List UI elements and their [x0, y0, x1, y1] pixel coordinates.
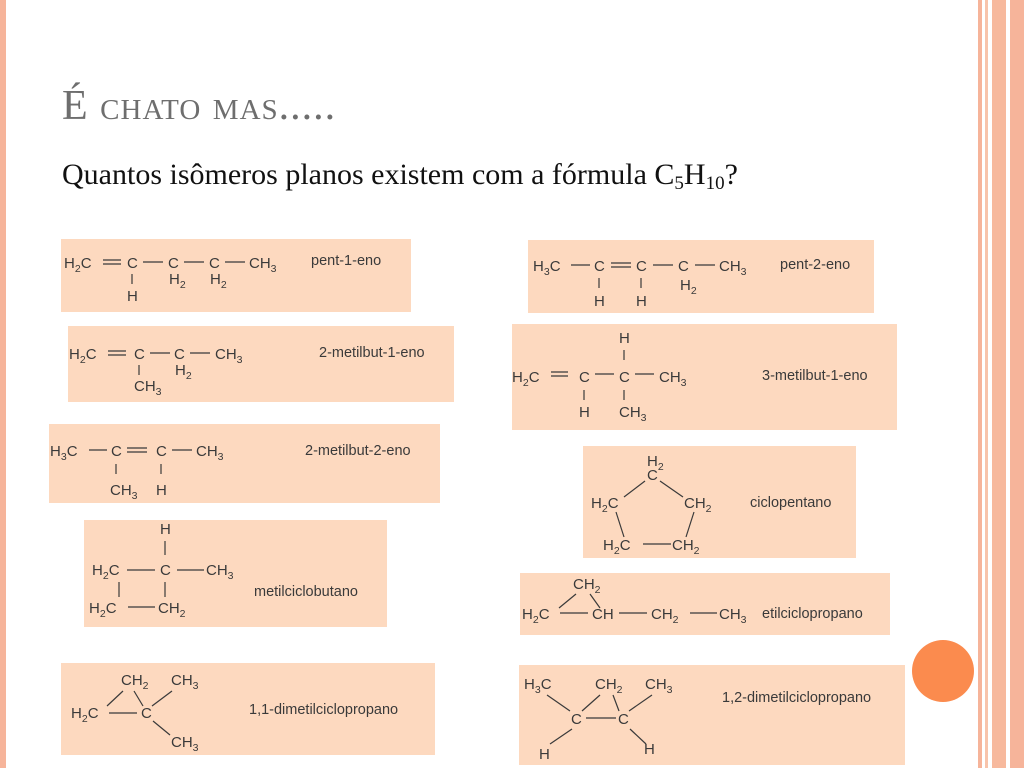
svg-text:CH3: $CH_3$ — [171, 672, 199, 692]
svg-text:H: H — [127, 288, 138, 305]
svg-text:H: H — [636, 293, 647, 310]
svg-text:H2: $H_2$ — [169, 271, 186, 291]
isomer-card-pent-1-eno — [61, 239, 411, 312]
svg-text:C: C — [619, 369, 630, 386]
isomer-card-etilciclopropano — [520, 573, 890, 635]
frame-right-stripe-3 — [992, 0, 1006, 768]
svg-text:C: C — [647, 467, 658, 484]
svg-text:H: H — [579, 404, 590, 421]
svg-text:C: C — [168, 255, 179, 272]
isomer-card-ciclopentano — [583, 446, 856, 558]
question-h: H — [683, 158, 706, 191]
svg-text:H: H — [539, 746, 550, 763]
isomer-name: ciclopentano — [750, 495, 832, 511]
isomer-name: 2-metilbut-1-eno — [319, 345, 425, 361]
svg-text:H3C: $H_3C$ — [50, 443, 78, 463]
svg-text:H: H — [644, 741, 655, 758]
svg-text:CH3: $CH_3$ — [249, 255, 277, 275]
question-text — [62, 158, 738, 192]
structure-2-metilbut-1-eno — [68, 326, 454, 402]
svg-text:C: C — [594, 258, 605, 275]
structure-etilciclopropano — [520, 573, 890, 635]
isomer-name: pent-2-eno — [780, 257, 851, 273]
structure-1-1-dimetilciclopropano — [61, 663, 435, 755]
svg-text:C: C — [678, 258, 689, 275]
svg-text:H2C: $H_2C$ — [522, 606, 550, 626]
frame-left-stripe — [0, 0, 6, 768]
svg-text:CH3: $CH_3$ — [206, 562, 234, 582]
structure-ciclopentano — [583, 446, 856, 558]
svg-text:H: H — [594, 293, 605, 310]
isomer-name: 2-metilbut-2-eno — [305, 443, 411, 459]
isomer-card-metilciclobutano — [84, 520, 387, 627]
svg-text:CH3: $CH_3$ — [645, 676, 673, 696]
svg-text:C: C — [579, 369, 590, 386]
isomer-card-2-metilbut-1-eno — [68, 326, 454, 402]
isomer-card-3-metilbut-1-eno — [512, 324, 897, 430]
svg-text:CH2: $CH_2$ — [684, 495, 712, 515]
svg-text:CH: CH — [592, 606, 614, 623]
isomer-name: etilciclopropano — [762, 606, 863, 622]
svg-text:H: H — [619, 330, 630, 347]
svg-text:C: C — [127, 255, 138, 272]
svg-text:H2C: $H_2C$ — [89, 600, 117, 620]
svg-text:H2: $H_2$ — [647, 453, 664, 473]
svg-text:H2C: $H_2C$ — [64, 255, 92, 275]
svg-text:CH2: $CH_2$ — [672, 537, 700, 557]
svg-text:H2C: $H_2C$ — [512, 369, 540, 389]
svg-text:H2C: $H_2C$ — [71, 705, 99, 725]
svg-text:C: C — [636, 258, 647, 275]
svg-text:CH2: $CH_2$ — [651, 606, 679, 626]
frame-right-stripe-2 — [985, 0, 988, 768]
isomer-card-pent-2-eno — [528, 240, 874, 313]
svg-text:H: H — [156, 482, 167, 499]
svg-text:H2: $H_2$ — [210, 271, 227, 291]
svg-text:CH3: $CH_3$ — [171, 734, 199, 754]
svg-text:C: C — [134, 346, 145, 363]
isomer-card-1-1-dimetilciclopropano — [61, 663, 435, 755]
structure-pent-1-eno — [61, 239, 411, 312]
svg-text:H2: $H_2$ — [680, 277, 697, 297]
svg-text:CH3: $CH_3$ — [659, 369, 687, 389]
svg-text:H3C: $H_3C$ — [524, 676, 552, 696]
isomer-card-2-metilbut-2-eno — [49, 424, 440, 503]
structure-2-metilbut-2-eno — [49, 424, 440, 503]
isomer-name: metilciclobutano — [254, 584, 358, 600]
svg-text:CH3: $CH_3$ — [134, 378, 162, 398]
svg-text:H2C: $H_2C$ — [603, 537, 631, 557]
svg-text:H2: $H_2$ — [175, 362, 192, 382]
svg-text:CH3: $CH_3$ — [719, 606, 747, 626]
svg-text:H2C: $H_2C$ — [69, 346, 97, 366]
svg-text:CH2: $CH_2$ — [573, 576, 601, 596]
svg-text:CH3: $CH_3$ — [619, 404, 647, 424]
question-sub-c: 5 — [674, 173, 684, 194]
svg-text:C: C — [111, 443, 122, 460]
question-sub-h: 10 — [705, 173, 725, 194]
svg-text:H2C: $H_2C$ — [92, 562, 120, 582]
svg-text:CH3: $CH_3$ — [110, 482, 138, 502]
isomer-card-1-2-dimetilciclopropano — [519, 665, 905, 765]
svg-text:C: C — [156, 443, 167, 460]
structure-1-2-dimetilciclopropano — [519, 665, 905, 765]
svg-text:H3C: $H_3C$ — [533, 258, 561, 278]
isomer-name: 1,2-dimetilciclopropano — [722, 690, 872, 706]
isomer-name: pent-1-eno — [311, 253, 382, 269]
svg-text:C: C — [618, 711, 629, 728]
svg-text:H2C: $H_2C$ — [591, 495, 619, 515]
svg-text:CH2: $CH_2$ — [158, 600, 186, 620]
slide-title: É chato mas..... — [62, 83, 337, 129]
structure-3-metilbut-1-eno — [512, 324, 897, 430]
structure-pent-2-eno — [528, 240, 874, 313]
svg-text:C: C — [571, 711, 582, 728]
svg-text:C: C — [174, 346, 185, 363]
question-mark: ? — [724, 158, 738, 191]
isomer-name: 1,1-dimetilciclopropano — [249, 702, 399, 718]
svg-text:C: C — [209, 255, 220, 272]
svg-text:CH3: $CH_3$ — [719, 258, 747, 278]
svg-text:H: H — [160, 521, 171, 538]
decorative-circle — [912, 640, 974, 702]
frame-right-stripe-4 — [1010, 0, 1024, 768]
isomer-name: 3-metilbut-1-eno — [762, 368, 868, 384]
frame-right-stripe-1 — [978, 0, 982, 768]
structure-metilciclobutano — [84, 520, 387, 627]
svg-text:CH2: $CH_2$ — [595, 676, 623, 696]
svg-text:CH2: $CH_2$ — [121, 672, 149, 692]
svg-text:C: C — [141, 705, 152, 722]
question-main: Quantos isômeros planos existem com a fórmula C — [62, 158, 675, 191]
svg-text:CH3: $CH_3$ — [215, 346, 243, 366]
svg-text:C: C — [160, 562, 171, 579]
svg-text:CH3: $CH_3$ — [196, 443, 224, 463]
